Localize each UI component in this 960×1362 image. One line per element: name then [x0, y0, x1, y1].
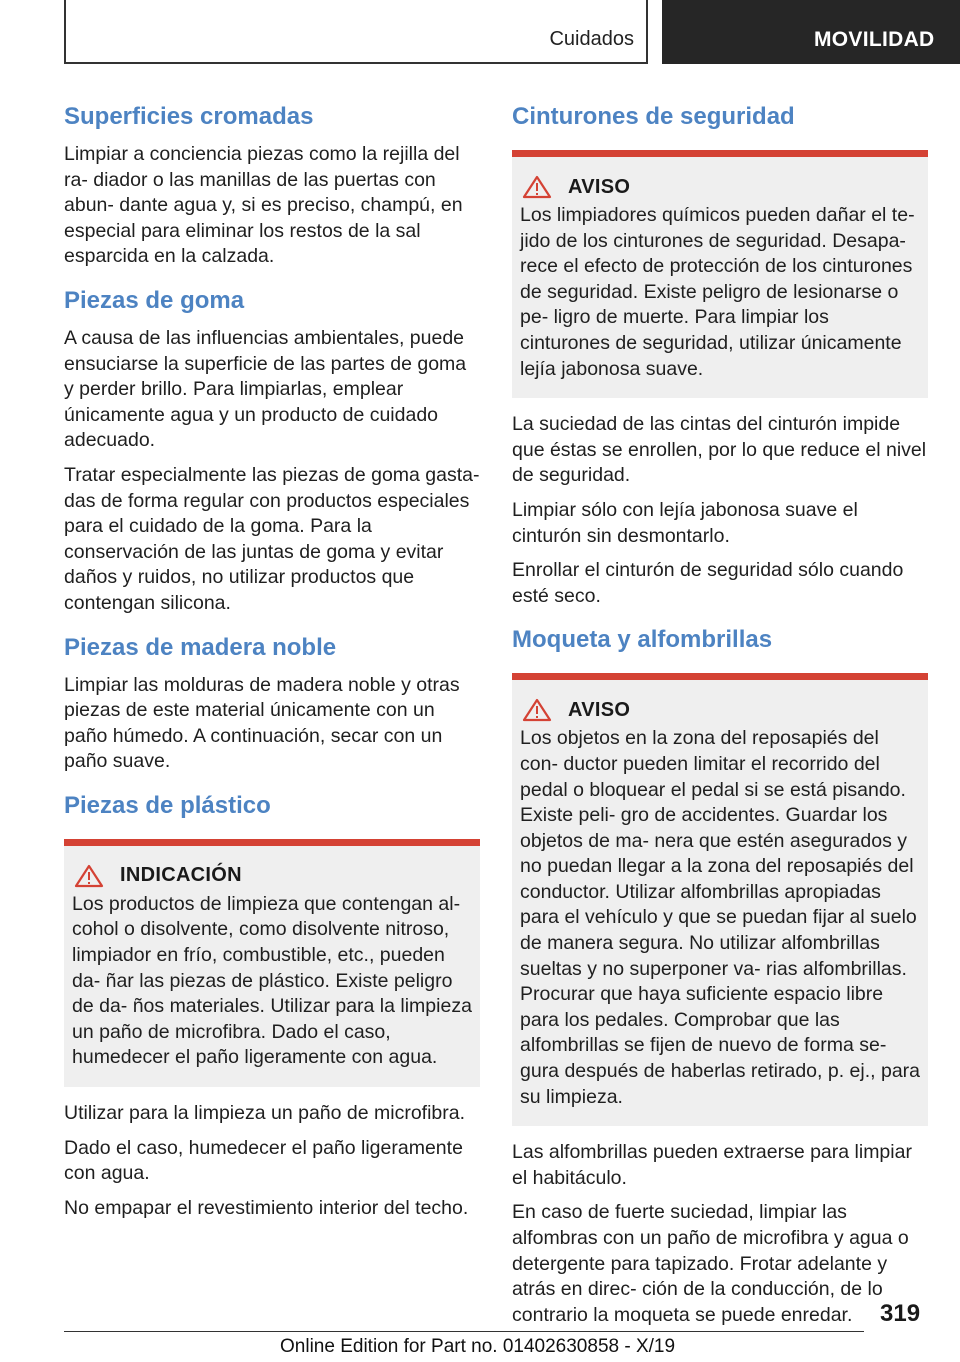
section-moqueta-y-alfombrillas — [512, 623, 928, 1328]
section-piezas-de-goma — [64, 284, 480, 617]
section-superficies-cromadas — [64, 100, 480, 270]
warning-triangle-icon — [522, 175, 552, 199]
right-column — [512, 100, 928, 1342]
section-cinturones-de-seguridad — [512, 100, 928, 609]
paragraph: Limpiar las molduras de madera noble y otras piezas de este material únicamente con un paño húmedo. A continuación, secar con un paño suave. — [64, 673, 460, 773]
notice-text: Los objetos en la zona del reposapiés del con‐ ductor pueden limitar el recorrido del pedal o bloquear el pedal si se está pisando. Existe peli‐ gro de accidentes. Guardar los objetos de ma‐ nera que estén asegurados y no puedan llegar a la zona del reposapiés del conductor. Utilizar alfombrillas apropiadas para el vehículo y que se puedan fijar al suelo de manera segura. No utilizar alfombrillas sueltas y no superponer va‐ rias alfombrillas. Procurar que haya suficiente espacio libre para los pedales. Comprobar que las alfombrillas se fijen de nuevo de forma se‐ gura después de haberlas retirado, p. ej., para su limpieza. — [520, 727, 921, 1108]
notice-title: AVISO — [568, 175, 631, 198]
paragraph: A causa de las influencias ambientales, puede ensuciarse la superficie de las partes de goma y perder brillo. Para limpiarlas, emplear únicamente agua y un producto de cuidado adecuado. — [64, 326, 467, 452]
paragraph: Enrollar el cinturón de seguridad sólo cuando esté seco. — [512, 559, 904, 607]
notice-bar — [512, 673, 928, 680]
notice-title: AVISO — [568, 698, 631, 721]
warning-triangle-icon — [522, 698, 552, 722]
header-chapter-tab — [662, 0, 960, 64]
section-title: Piezas de plástico — [64, 791, 271, 819]
paragraph: Tratar especialmente las piezas de goma gasta‐ das de forma regular con productos especiales para el cuidado de la goma. Para la conservación de las juntas de goma y evitar daños y ruidos, no utilizar productos que contengan silicona. — [64, 463, 480, 614]
paragraph: Dado el caso, humedecer el paño ligeramente con agua. — [64, 1136, 463, 1185]
notice-bar — [512, 150, 928, 157]
section-piezas-de-madera — [64, 631, 480, 775]
header-section-tab — [64, 0, 648, 64]
warning-triangle-icon — [74, 864, 104, 888]
section-title: Superficies cromadas — [64, 103, 314, 130]
paragraph: Limpiar a conciencia piezas como la rejilla del ra‐ diador o las manillas de las puertas con abun‐ dante agua y, si es preciso, champú, en especial para eliminar los restos de la sal esparcida en la calzada. — [64, 143, 463, 268]
section-title: Piezas de madera noble — [64, 633, 337, 661]
paragraph: La suciedad de las cintas del cinturón impide que éstas se enrollen, por lo que reduce el nivel de seguridad. — [512, 413, 927, 487]
paragraph: Utilizar para la limpieza un paño de microfibra. — [64, 1102, 466, 1125]
footer-divider — [64, 1331, 864, 1332]
section-piezas-de-plastico — [64, 789, 480, 1222]
paragraph: Limpiar sólo con lejía jabonosa suave el cinturón sin desmontarlo. — [512, 498, 858, 547]
notice-box — [64, 839, 480, 1087]
header-chapter-label: MOVILIDAD — [814, 28, 935, 51]
page-number: 319 — [880, 1300, 921, 1327]
notice-bar — [64, 839, 480, 846]
section-title: Moqueta y alfombrillas — [512, 626, 773, 654]
header-section-label: Cuidados — [549, 28, 634, 50]
footer-edition: Online Edition for Part no. 01402630858 - X/19 — [280, 1336, 676, 1357]
section-title: Piezas de goma — [64, 286, 245, 314]
notice-text: Los productos de limpieza que contengan al‐ cohol o disolvente, como disolvente nitroso, limpiador en frío, combustible, etc., pueden da‐ ñar las piezas de plástico. Existe peligro de da‐ ños materiales. Utilizar para la limpieza un paño de microfibra. Dado el caso, humedecer el paño ligeramente con agua. — [72, 892, 472, 1069]
section-title: Cinturones de seguridad — [512, 103, 795, 130]
paragraph: En caso de fuerte suciedad, limpiar las alfombras con un paño de microfibra y agua o detergente para tapizado. Frotar adelante y atrás en direc‐ ción de la conducción, de lo contrario la moqueta se puede enredar. — [512, 1201, 909, 1326]
notice-text: Los limpiadores químicos pueden dañar el te‐ jido de los cinturones de seguridad. Desapa‐ rece el efecto de protección de los cinturones de seguridad. Existe peligro de lesionarse o pe‐ ligro de muerte. Para limpiar los cinturones de seguridad, utilizar únicamente lejía jabonosa suave. — [520, 204, 915, 380]
notice-box — [512, 673, 928, 1126]
notice-title: INDICACIÓN — [120, 864, 242, 887]
paragraph: Las alfombrillas pueden extraerse para limpiar el habitáculo. — [512, 1141, 912, 1189]
left-column — [64, 100, 480, 1235]
notice-box — [512, 150, 928, 398]
paragraph: No empapar el revestimiento interior del techo. — [64, 1196, 469, 1219]
